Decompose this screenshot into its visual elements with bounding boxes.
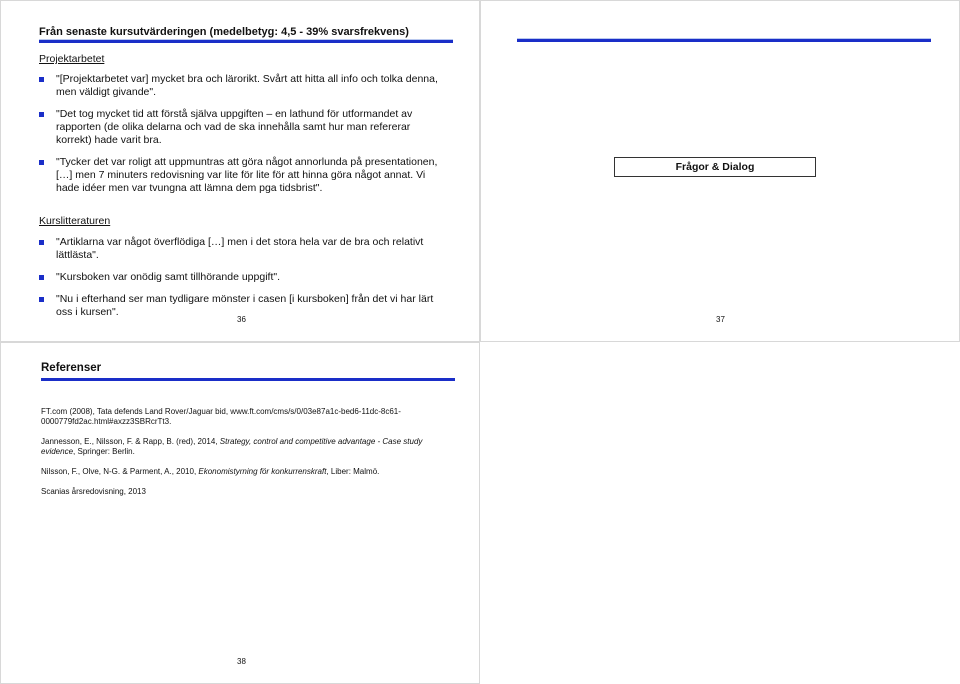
bullet-icon — [39, 240, 44, 245]
list-item: "Tycker det var roligt att uppmuntras att göra något annorlunda på presentationen, […] men 7 minuters redovisning var lite för lite för att hinna göra något annat. Vi hade idéer men var tvungna att lämna dem pga tidsbrist". — [39, 156, 439, 195]
page-number: 38 — [237, 657, 246, 666]
list-item: "Kursboken var onödig samt tillhörande uppgift". — [39, 271, 439, 284]
list-item: "Artiklarna var något överflödiga […] men i det stora hela var de bra och relativt lättlästa". — [39, 236, 439, 262]
bullet-icon — [39, 112, 44, 117]
slide-36 — [0, 0, 480, 342]
slide-37 — [480, 0, 960, 342]
list-item: "Det tog mycket tid att förstå själva uppgiften – en lathund för utformandet av rapporten (de olika delarna och vad de ska innehålla samt hur man refererar korrekt) hade varit bra. — [39, 108, 439, 147]
section-heading-kurslitteraturen: Kurslitteraturen — [39, 215, 111, 227]
bullet-icon — [39, 160, 44, 165]
empty-quadrant — [480, 342, 960, 684]
bullet-list-projektarbetet — [39, 73, 439, 204]
slide-title: Referenser — [41, 362, 102, 374]
questions-dialog-box: Frågor & Dialog — [614, 157, 816, 177]
reference-item: FT.com (2008), Tata defends Land Rover/Jaguar bid, www.ft.com/cms/s/0/03e87a1c-bed6-11dc-8c61-0000779fd2ac.html#axzz3SBRcrTt3. — [41, 407, 401, 426]
title-rule — [41, 378, 455, 381]
page-number: 37 — [716, 315, 725, 324]
bullet-icon — [39, 297, 44, 302]
reference-item: Jannesson, E., Nilsson, F. & Rapp, B. (red), 2014, Strategy, control and competitive advantage - Case study evidence, Springer: Berlin. — [41, 437, 423, 456]
reference-item: Nilsson, F., Olve, N-G. & Parment, A., 2010, Ekonomistyrning för konkurrenskraft, Liber: Malmö. — [41, 467, 380, 476]
title-rule — [39, 39, 453, 43]
slide-title: Från senaste kursutvärderingen (medelbetyg: 4,5 - 39% svarsfrekvens) — [39, 26, 409, 38]
section-heading-projektarbetet: Projektarbetet — [39, 53, 105, 65]
title-rule — [517, 38, 931, 42]
reference-item: Scanias årsredovisning, 2013 — [41, 487, 146, 496]
list-item: "[Projektarbetet var] mycket bra och lärorikt. Svårt att hitta all info och tolka denna, men väldigt givande". — [39, 73, 439, 99]
bullet-icon — [39, 275, 44, 280]
bullet-icon — [39, 77, 44, 82]
page-number: 36 — [237, 315, 246, 324]
reference-list — [41, 407, 451, 507]
list-item: "Nu i efterhand ser man tydligare mönster i casen [i kursboken] från det vi har lärt oss i kursen". — [39, 293, 439, 319]
slide-38 — [0, 342, 480, 684]
